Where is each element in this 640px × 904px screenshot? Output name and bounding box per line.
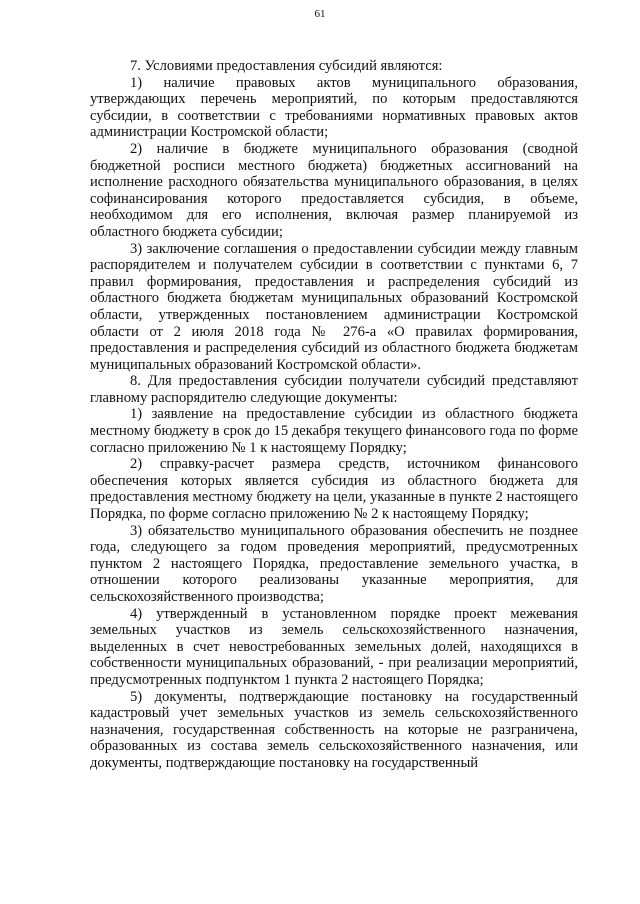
paragraph-8-item-5: 5) документы, подтверждающие постановку на государственный кадастровый учет земельных участков из земель сельскохозяйственного назначения, государственная собственность на которые не разграничена, образованных из состава земель сельскохозяйственного назначения, или документы, подтверждающие постановку на государственный [90, 688, 578, 771]
paragraph-7-item-1: 1) наличие правовых актов муниципального образования, утверждающих перечень мероприятий, по которым предоставляются субсидии, в соответствии с требованиями нормативных правовых актов администрации Костромской области; [90, 74, 578, 141]
paragraph-7-item-3: 3) заключение соглашения о предоставлении субсидии между главным распорядителем и получателем субсидии в соответствии с пунктами 6, 7 правил формирования, предоставления и распределения субсидий из областного бюджета бюджетам муниципальных образований Костромской области, утвержденных постановлением администрации Костромской области от 2 июля 2018 года № 276-а «О правилах формирования, предоставления и распределения субсидий из областного бюджета бюджетам муниципальных образований Костромской области». [90, 240, 578, 373]
paragraph-8-item-1: 1) заявление на предоставление субсидии из областного бюджета местному бюджету в срок до 15 декабря текущего финансового года по форме согласно приложению № 1 к настоящему Порядку; [90, 406, 578, 456]
paragraph-8-item-4: 4) утвержденный в установленном порядке проект межевания земельных участков из земель сельскохозяйственного назначения, выделенных в счет невостребованных земельных долей, находящихся в собственности муниципальных образований, - при реализации мероприятий, предусмотренных подпунктом 1 пункта 2 настоящего Порядка; [90, 605, 578, 688]
paragraph-8-heading: 8. Для предоставления субсидии получатели субсидий представляют главному распорядителю следующие документы: [90, 373, 578, 406]
document-body [90, 58, 578, 772]
paragraph-7-heading: 7. Условиями предоставления субсидий являются: [130, 58, 443, 74]
paragraph-8-item-2: 2) справку-расчет размера средств, источником финансового обеспечения которых является субсидия из областного бюджета для предоставления местному бюджету на цели, указанные в пункте 2 настоящего Порядка, по форме согласно приложению № 2 к настоящему Порядку; [90, 456, 578, 523]
page-number: 61 [314, 8, 326, 20]
paragraph-7-item-2: 2) наличие в бюджете муниципального образования (сводной бюджетной росписи местного бюджета) бюджетных ассигнований на исполнение расходного обязательства муниципального образования, в целях софинансирования которого предоставляется субсидия, в объеме, необходимом для его исполнения, включая размер планируемой из областного бюджета субсидии; [90, 140, 578, 240]
paragraph-8-item-3: 3) обязательство муниципального образования обеспечить не позднее года, следующего за годом проведения мероприятий, предусмотренных пунктом 2 настоящего Порядка, предоставление земельного участка, в отношении которого реализованы указанные мероприятия, для сельскохозяйственного производства; [90, 522, 578, 605]
